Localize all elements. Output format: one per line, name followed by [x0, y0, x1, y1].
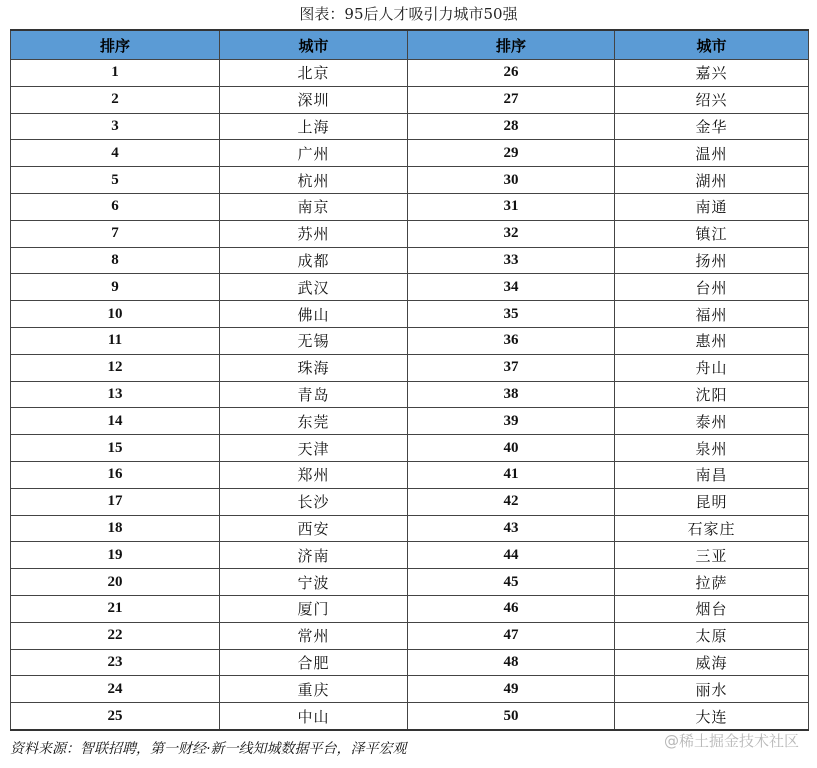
table-row — [11, 274, 809, 301]
rank-cell-left: 20 — [11, 569, 220, 596]
rank-cell-left: 22 — [11, 622, 220, 649]
city-cell-left: 北京 — [220, 60, 408, 87]
rank-cell-left: 24 — [11, 676, 220, 703]
city-cell-right: 温州 — [615, 140, 809, 167]
rank-cell-right: 31 — [408, 193, 615, 220]
city-cell-left: 珠海 — [220, 354, 408, 381]
rank-cell-left: 25 — [11, 703, 220, 730]
table-row — [11, 60, 809, 87]
city-cell-left: 宁波 — [220, 569, 408, 596]
table-row — [11, 488, 809, 515]
rank-cell-left: 19 — [11, 542, 220, 569]
city-ranking-table — [10, 29, 809, 731]
table-row — [11, 408, 809, 435]
city-cell-left: 济南 — [220, 542, 408, 569]
city-cell-right: 拉萨 — [615, 569, 809, 596]
city-cell-left: 合肥 — [220, 649, 408, 676]
city-cell-left: 武汉 — [220, 274, 408, 301]
rank-cell-right: 33 — [408, 247, 615, 274]
rank-cell-left: 17 — [11, 488, 220, 515]
rank-cell-left: 16 — [11, 461, 220, 488]
table-row — [11, 140, 809, 167]
table-row — [11, 542, 809, 569]
table-row — [11, 247, 809, 274]
table-row — [11, 86, 809, 113]
rank-cell-right: 50 — [408, 703, 615, 730]
city-cell-right: 镇江 — [615, 220, 809, 247]
rank-cell-right: 28 — [408, 113, 615, 140]
city-cell-right: 南昌 — [615, 461, 809, 488]
source-note: 资料来源：智联招聘，第一财经·新一线知城数据平台，泽平宏观 — [10, 741, 407, 757]
city-cell-right: 石家庄 — [615, 515, 809, 542]
rank-cell-right: 38 — [408, 381, 615, 408]
rank-cell-right: 37 — [408, 354, 615, 381]
city-cell-right: 嘉兴 — [615, 60, 809, 87]
rank-cell-right: 26 — [408, 60, 615, 87]
rank-cell-left: 9 — [11, 274, 220, 301]
city-cell-right: 舟山 — [615, 354, 809, 381]
rank-cell-left: 3 — [11, 113, 220, 140]
header-row — [11, 30, 809, 60]
header-city-left: 城市 — [220, 30, 408, 60]
city-cell-left: 厦门 — [220, 595, 408, 622]
rank-cell-left: 5 — [11, 167, 220, 194]
rank-cell-right: 34 — [408, 274, 615, 301]
table-row — [11, 193, 809, 220]
table-row — [11, 354, 809, 381]
rank-cell-left: 15 — [11, 435, 220, 462]
rank-cell-left: 10 — [11, 301, 220, 328]
table-row — [11, 622, 809, 649]
city-cell-right: 金华 — [615, 113, 809, 140]
table-row — [11, 220, 809, 247]
rank-cell-right: 46 — [408, 595, 615, 622]
table-row — [11, 569, 809, 596]
city-cell-right: 台州 — [615, 274, 809, 301]
city-cell-left: 郑州 — [220, 461, 408, 488]
table-row — [11, 595, 809, 622]
header-rank-right: 排序 — [408, 30, 615, 60]
table-row — [11, 649, 809, 676]
table-row — [11, 461, 809, 488]
city-cell-right: 威海 — [615, 649, 809, 676]
rank-cell-right: 30 — [408, 167, 615, 194]
city-cell-right: 烟台 — [615, 595, 809, 622]
rank-cell-left: 14 — [11, 408, 220, 435]
rank-cell-right: 49 — [408, 676, 615, 703]
header-city-right: 城市 — [615, 30, 809, 60]
city-cell-right: 扬州 — [615, 247, 809, 274]
rank-cell-left: 1 — [11, 60, 220, 87]
city-cell-left: 常州 — [220, 622, 408, 649]
rank-cell-right: 27 — [408, 86, 615, 113]
city-cell-left: 长沙 — [220, 488, 408, 515]
table-row — [11, 703, 809, 730]
city-cell-right: 沈阳 — [615, 381, 809, 408]
rank-cell-right: 40 — [408, 435, 615, 462]
city-cell-left: 青岛 — [220, 381, 408, 408]
rank-cell-left: 7 — [11, 220, 220, 247]
rank-cell-left: 4 — [11, 140, 220, 167]
city-cell-right: 丽水 — [615, 676, 809, 703]
city-cell-right: 湖州 — [615, 167, 809, 194]
city-cell-right: 南通 — [615, 193, 809, 220]
rank-cell-right: 36 — [408, 327, 615, 354]
rank-cell-right: 41 — [408, 461, 615, 488]
rank-cell-right: 32 — [408, 220, 615, 247]
table-row — [11, 301, 809, 328]
city-cell-left: 南京 — [220, 193, 408, 220]
rank-cell-left: 8 — [11, 247, 220, 274]
city-cell-left: 佛山 — [220, 301, 408, 328]
rank-cell-right: 48 — [408, 649, 615, 676]
rank-cell-left: 21 — [11, 595, 220, 622]
rank-cell-right: 45 — [408, 569, 615, 596]
rank-cell-right: 35 — [408, 301, 615, 328]
header-rank-left: 排序 — [11, 30, 220, 60]
city-cell-left: 成都 — [220, 247, 408, 274]
rank-cell-right: 43 — [408, 515, 615, 542]
rank-cell-left: 2 — [11, 86, 220, 113]
city-cell-right: 太原 — [615, 622, 809, 649]
rank-cell-left: 18 — [11, 515, 220, 542]
table-row — [11, 515, 809, 542]
table-caption: 图表：95后人才吸引力城市50强 — [299, 5, 518, 23]
rank-cell-left: 11 — [11, 327, 220, 354]
rank-cell-left: 13 — [11, 381, 220, 408]
rank-cell-left: 6 — [11, 193, 220, 220]
rank-cell-right: 47 — [408, 622, 615, 649]
table-row — [11, 167, 809, 194]
rank-cell-left: 12 — [11, 354, 220, 381]
watermark: @稀土掘金技术社区 — [663, 732, 799, 750]
city-cell-left: 重庆 — [220, 676, 408, 703]
city-cell-left: 中山 — [220, 703, 408, 730]
city-cell-left: 苏州 — [220, 220, 408, 247]
city-cell-right: 泉州 — [615, 435, 809, 462]
city-cell-right: 昆明 — [615, 488, 809, 515]
city-cell-right: 绍兴 — [615, 86, 809, 113]
city-cell-left: 深圳 — [220, 86, 408, 113]
city-cell-left: 上海 — [220, 113, 408, 140]
table-row — [11, 113, 809, 140]
city-cell-right: 泰州 — [615, 408, 809, 435]
city-cell-right: 福州 — [615, 301, 809, 328]
table-row — [11, 327, 809, 354]
city-cell-right: 三亚 — [615, 542, 809, 569]
rank-cell-right: 29 — [408, 140, 615, 167]
table-row — [11, 435, 809, 462]
city-cell-left: 西安 — [220, 515, 408, 542]
rank-cell-right: 39 — [408, 408, 615, 435]
city-cell-right: 大连 — [615, 703, 809, 730]
table-row — [11, 381, 809, 408]
city-cell-left: 东莞 — [220, 408, 408, 435]
table-row — [11, 676, 809, 703]
city-cell-left: 无锡 — [220, 327, 408, 354]
city-cell-left: 杭州 — [220, 167, 408, 194]
rank-cell-left: 23 — [11, 649, 220, 676]
city-cell-right: 惠州 — [615, 327, 809, 354]
rank-cell-right: 44 — [408, 542, 615, 569]
city-cell-left: 广州 — [220, 140, 408, 167]
city-cell-left: 天津 — [220, 435, 408, 462]
rank-cell-right: 42 — [408, 488, 615, 515]
